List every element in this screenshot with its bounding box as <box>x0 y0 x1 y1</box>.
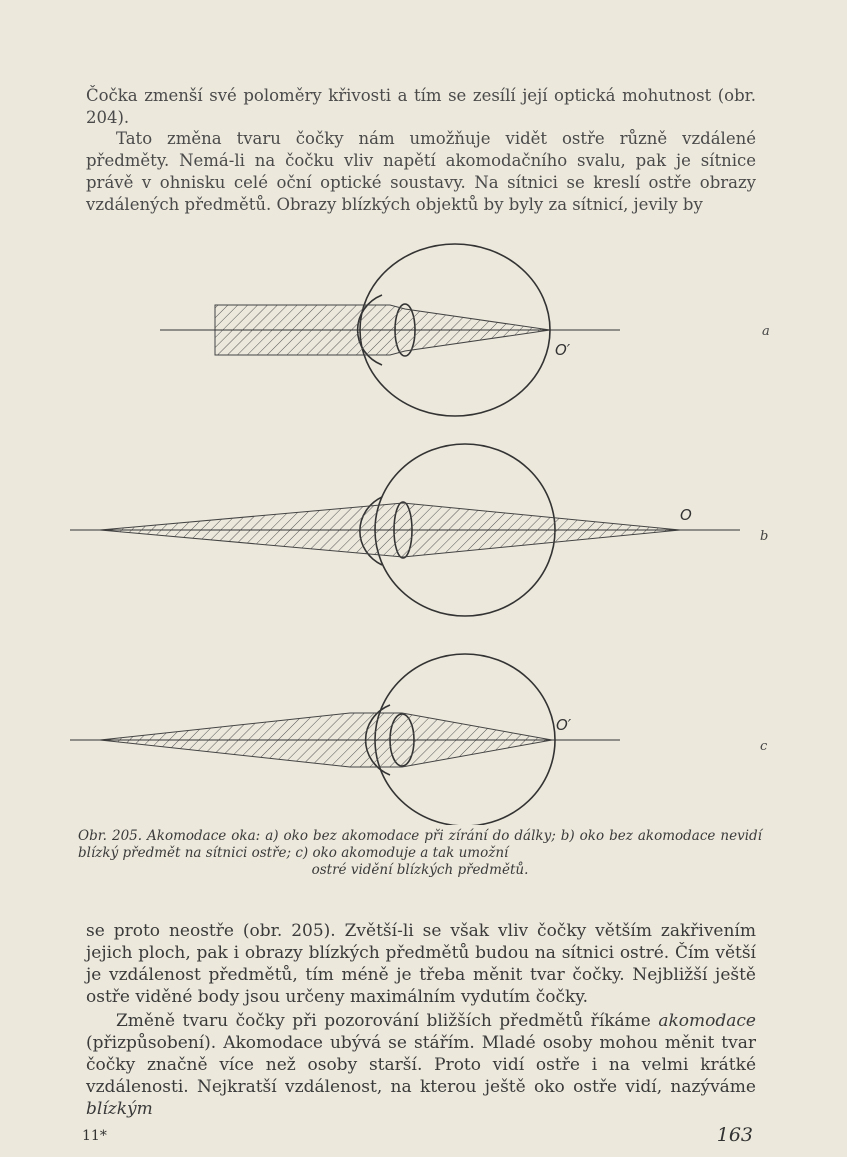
focus-label-c: O′ <box>556 716 572 734</box>
panel-a <box>160 244 770 416</box>
focus-label-a: O′ <box>555 341 571 359</box>
caption-main: Obr. 205. Akomodace oka: a) oko bez akomodace při zírání do dálky; b) oko bez akomodace nevidí blízký předmět na sítnici ostře; c) oko akomoduje a tak umožní <box>78 828 762 861</box>
paragraph-3: se proto neostře (obr. 205). Zvětší-li se však vliv čočky větším zakřivením jejich ploch, pak i obrazy blízkých předmětů budou na sítnici ostré. Čím větší je vzdálenost předmětů, tím méně je třeba měnit tvar čočky. Nejbližší ještě ostře viděné body jsou určeny maximálním vydutím čočky. <box>86 921 756 1007</box>
panel-label-b: b <box>760 529 769 544</box>
term-akomodace: akomodace <box>658 1011 756 1031</box>
caption-last-line: ostré vidění blízkých předmětů. <box>311 862 529 878</box>
paragraph-1: Čočka zmenší své poloměry křivosti a tím se zesílí její optická mohutnost (obr. 204). <box>86 86 756 127</box>
p4-text-2: (přizpůsobení). Akomodace ubývá se stářím. Mladé osoby mohou měnit tvar čočky značně více než osoby starší. Proto vidí ostře i na velmi krátké vzdálenosti. Nejkratší vzdálenost, na kterou ještě oko ostře vidí, nazýváme <box>86 1033 756 1097</box>
focus-label-b: O <box>680 506 692 524</box>
panel-b <box>70 444 768 616</box>
page-number: 163 <box>716 1124 753 1146</box>
p4-text-1: Změně tvaru čočky při pozorování bližších předmětů říkáme <box>116 1011 659 1031</box>
paragraph-4 <box>86 1010 756 1120</box>
panel-c <box>70 654 768 825</box>
panel-label-a: a <box>762 324 770 339</box>
term-blizkym: blízkým <box>86 1099 153 1119</box>
figure-205 <box>60 235 820 825</box>
signature-mark: 11* <box>82 1128 107 1144</box>
figure-caption <box>78 828 762 879</box>
panel-label-c: c <box>760 739 768 754</box>
paragraph-2: Tato změna tvaru čočky nám umožňuje vidět ostře různě vzdálené předměty. Nemá-li na čočku vliv napětí akomodačního svalu, pak je sítnice právě v ohnisku celé oční optické soustavy. Na sítnici se kreslí ostře obrazy vzdálených předmětů. Obrazy blízkých objektů by byly za sítnicí, jevily by <box>86 129 756 214</box>
